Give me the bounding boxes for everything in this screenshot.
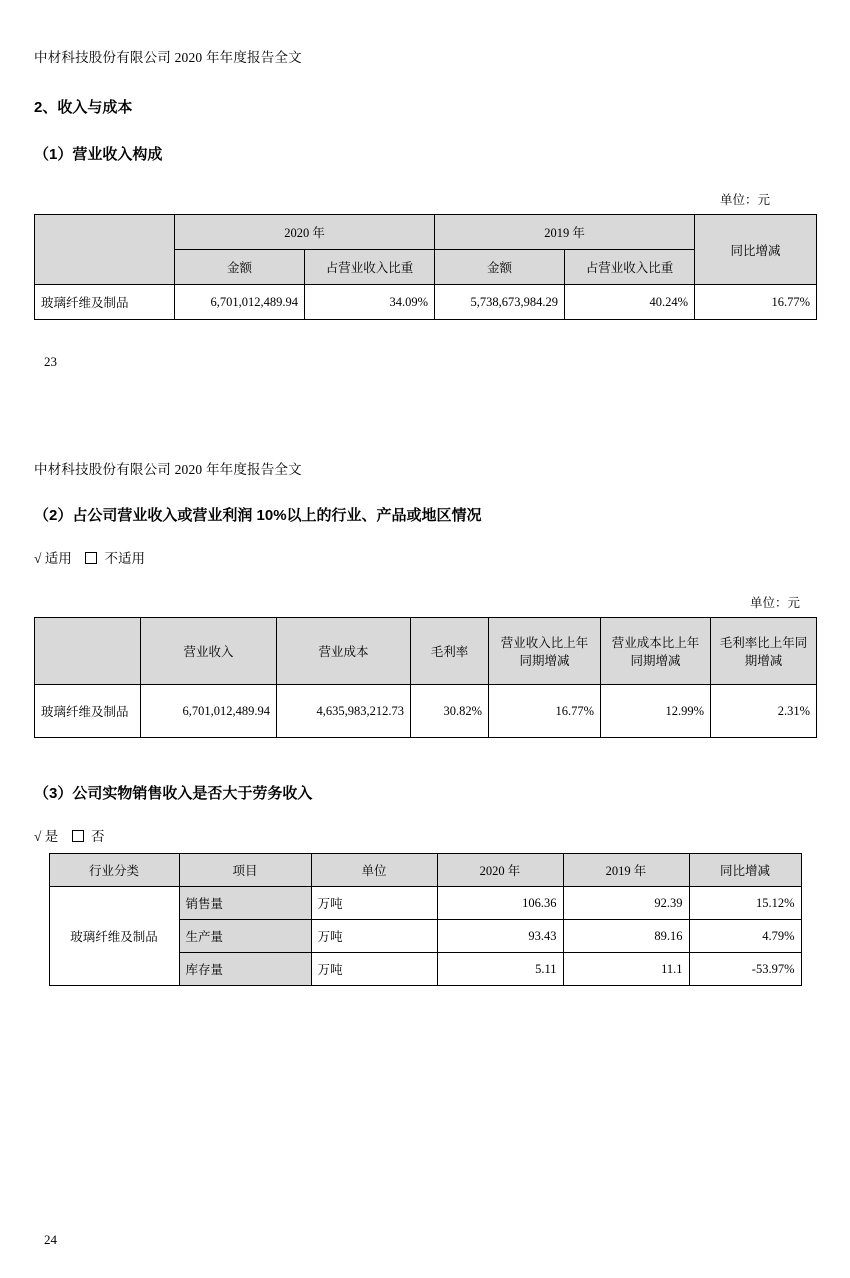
running-header-page1: 中材科技股份有限公司 2020 年年度报告全文 xyxy=(34,50,302,65)
sales-production-table xyxy=(49,853,802,986)
table-header-unit: 单位 xyxy=(311,854,437,887)
unit-label-1: 单位：元 xyxy=(719,193,770,207)
subsection-heading-revenue-composition: （1）营业收入构成 xyxy=(34,146,163,163)
table-header-yoy: 同比增减 xyxy=(689,854,801,887)
table-subheader-amount-2020: 金额 xyxy=(175,250,305,285)
table-cell-item: 库存量 xyxy=(179,953,311,986)
table-header-revenue-yoy: 营业收入比上年同期增减 xyxy=(489,618,601,685)
table-header-2019: 2019 年 xyxy=(563,854,689,887)
table-row xyxy=(49,887,801,920)
table-cell-revenue-yoy: 16.77% xyxy=(489,685,601,738)
no-label: 否 xyxy=(91,829,105,844)
table-cell-margin-yoy: 2.31% xyxy=(711,685,817,738)
subsection-heading-segment-info: （2）占公司营业收入或营业利润 10%以上的行业、产品或地区情况 xyxy=(34,507,482,524)
page-number-24: 24 xyxy=(44,1232,57,1247)
table-header-row xyxy=(49,854,801,887)
table-cell-industry: 玻璃纤维及制品 xyxy=(49,887,179,986)
yes-label: 是 xyxy=(44,829,59,844)
table-header-cost: 营业成本 xyxy=(277,618,411,685)
section-heading-revenue-cost: 2、收入与成本 xyxy=(34,99,133,116)
revenue-composition-table xyxy=(34,214,817,320)
applicability-line-2 xyxy=(34,547,816,567)
table-cell-2020: 106.36 xyxy=(437,887,563,920)
table-header-row xyxy=(35,215,817,250)
checkbox-icon[interactable] xyxy=(85,552,97,564)
table-header-revenue: 营业收入 xyxy=(141,618,277,685)
table-row xyxy=(35,285,817,320)
running-header-page2: 中材科技股份有限公司 2020 年年度报告全文 xyxy=(34,462,302,477)
table-header-margin-yoy: 毛利率比上年同期增减 xyxy=(711,618,817,685)
table-header-gross-margin: 毛利率 xyxy=(411,618,489,685)
page-number-23: 23 xyxy=(44,354,57,369)
table-header-industry: 行业分类 xyxy=(49,854,179,887)
table-cell-yoy: 16.77% xyxy=(695,285,817,320)
table-cell-yoy: 15.12% xyxy=(689,887,801,920)
table-cell-corner xyxy=(35,215,175,285)
table-cell-amount-2019: 5,738,673,984.29 xyxy=(435,285,565,320)
table-cell-yoy: -53.97% xyxy=(689,953,801,986)
not-applicable-label: 不适用 xyxy=(104,551,146,566)
table-cell-amount-2020: 6,701,012,489.94 xyxy=(175,285,305,320)
segment-profit-table xyxy=(34,617,817,738)
subsection-heading-physical-sales: （3）公司实物销售收入是否大于劳务收入 xyxy=(34,785,313,802)
table-subheader-amount-2019: 金额 xyxy=(435,250,565,285)
table-header-cost-yoy: 营业成本比上年同期增减 xyxy=(601,618,711,685)
table-cell-ratio-2019: 40.24% xyxy=(565,285,695,320)
table-cell-item: 生产量 xyxy=(179,920,311,953)
table-header-item: 项目 xyxy=(179,854,311,887)
table-cell-category: 玻璃纤维及制品 xyxy=(35,285,175,320)
table-subheader-ratio-2020: 占营业收入比重 xyxy=(305,250,435,285)
table-header-2020: 2020 年 xyxy=(175,215,435,250)
table-header-yoy: 同比增减 xyxy=(695,215,817,285)
table-header-2020: 2020 年 xyxy=(437,854,563,887)
table-cell-2019: 92.39 xyxy=(563,887,689,920)
table-row xyxy=(35,685,817,738)
table-cell-yoy: 4.79% xyxy=(689,920,801,953)
unit-label-2: 单位：元 xyxy=(749,596,800,610)
table-cell-gross-margin: 30.82% xyxy=(411,685,489,738)
table-cell-unit: 万吨 xyxy=(311,887,437,920)
table-cell-unit: 万吨 xyxy=(311,920,437,953)
table-header-row xyxy=(35,618,817,685)
table-cell-corner xyxy=(35,618,141,685)
table-cell-revenue: 6,701,012,489.94 xyxy=(141,685,277,738)
page-gap xyxy=(34,370,816,440)
check-mark-icon: √ xyxy=(34,551,42,566)
applicable-label: 适用 xyxy=(44,551,72,566)
table-cell-item: 销售量 xyxy=(179,887,311,920)
table-cell-2020: 93.43 xyxy=(437,920,563,953)
table-cell-2019: 89.16 xyxy=(563,920,689,953)
table-cell-2019: 11.1 xyxy=(563,953,689,986)
table-cell-unit: 万吨 xyxy=(311,953,437,986)
table-cell-2020: 5.11 xyxy=(437,953,563,986)
table-subheader-ratio-2019: 占营业收入比重 xyxy=(565,250,695,285)
check-mark-icon: √ xyxy=(34,829,42,844)
table-cell-category: 玻璃纤维及制品 xyxy=(35,685,141,738)
table-cell-cost: 4,635,983,212.73 xyxy=(277,685,411,738)
table-cell-ratio-2020: 34.09% xyxy=(305,285,435,320)
table-header-2019: 2019 年 xyxy=(435,215,695,250)
applicability-line-3 xyxy=(34,825,816,845)
checkbox-icon[interactable] xyxy=(72,830,84,842)
table-cell-cost-yoy: 12.99% xyxy=(601,685,711,738)
